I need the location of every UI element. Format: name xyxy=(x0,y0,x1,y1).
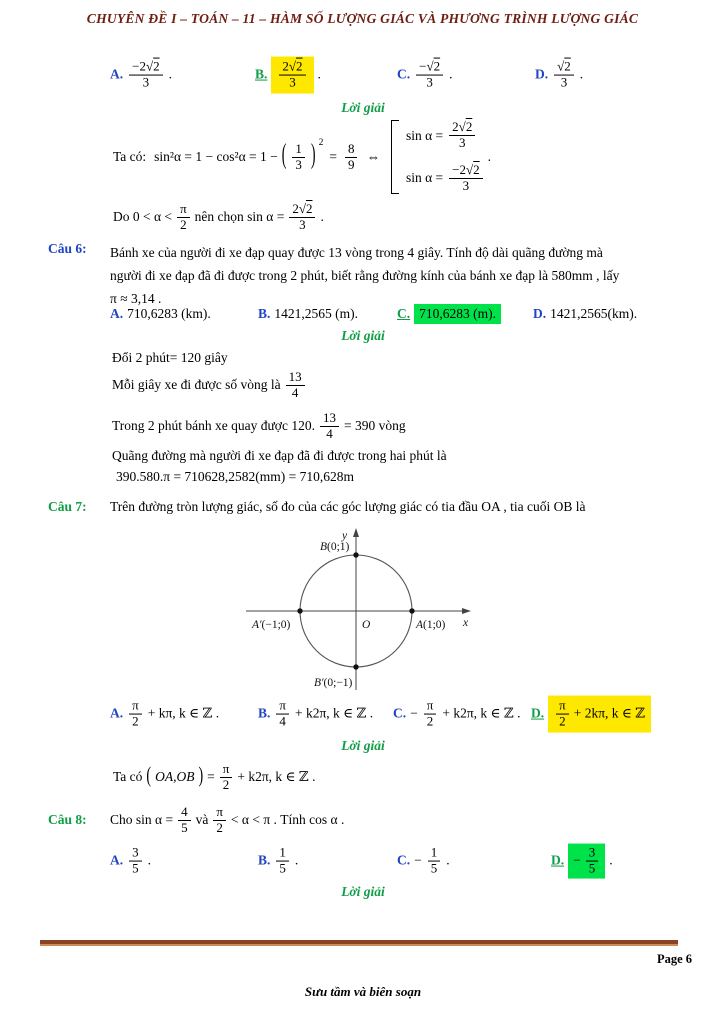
fraction: $\frac{3}{5}$ xyxy=(586,846,599,877)
x-axis-label: x xyxy=(463,617,469,629)
fraction: $\frac{\pi}{2}$ xyxy=(213,805,226,836)
q8-question-text: Cho sin α = $\frac{4}{5}$ và $\frac{\pi}{2}$ < α < π . Tính cos α . xyxy=(110,803,345,835)
sqrt-symbol: √ xyxy=(298,200,306,216)
fraction: $\frac{8}{9}$ xyxy=(345,142,358,173)
left-paren: ( xyxy=(146,764,152,789)
answer-highlight-green: − $\frac{3}{5}$ xyxy=(568,844,605,879)
label-A-prime: A′(−1;0) xyxy=(252,619,291,631)
q5-conclusion: Do 0 < α < $\frac{\pi}{2}$ nên chọn sin α = $\frac{2√2}{3}$ . xyxy=(113,200,324,232)
q7-option-a: A. $\frac{\pi}{2}$ + kπ, k ∈ ℤ . xyxy=(110,697,220,729)
q6-option-b: B. 1421,2565 (m). xyxy=(258,306,359,321)
unit-circle-figure xyxy=(226,526,476,696)
fraction: $\frac{4}{5}$ xyxy=(178,805,191,836)
sqrt-symbol: √ xyxy=(145,58,154,74)
page-title: CHUYÊN ĐỀ I – TOÁN – 11 – HÀM SỐ LƯỢNG GIÁC VÀ PHƯƠNG TRÌNH LƯỢNG GIÁC xyxy=(86,11,639,26)
q5-option-c: C. $\frac{-√2}{3}$ . xyxy=(397,58,453,90)
q5-solution-heading: Lời giải xyxy=(341,100,385,115)
fraction: $\frac{1}{5}$ xyxy=(428,846,441,877)
q6-solution-line-2: Mỗi giây xe đi được số vòng là $\frac{13}{4}$ xyxy=(112,366,307,404)
q6-solution-line-1: Đổi 2 phút= 120 giây xyxy=(112,350,228,365)
option-letter: D. xyxy=(535,67,549,82)
q5-option-b-correct: B. $\frac{2√2}{3}$ . xyxy=(255,57,321,94)
sqrt-symbol: √ xyxy=(557,58,565,74)
q7-option-c: C. − $\frac{\pi}{2}$ + k2π, k ∈ ℤ . xyxy=(393,697,521,729)
q7-question-text: Trên đường tròn lượng giác, số đo của các góc lượng giác có tia đầu OA , tia cuối OB là xyxy=(110,499,586,514)
answer-highlight-green: 710,6283 (m). xyxy=(414,304,501,324)
q6-options-row xyxy=(0,301,725,327)
sqrt-symbol: √ xyxy=(458,119,466,135)
fraction: $\frac{\pi}{2}$ xyxy=(556,699,569,730)
label-B-prime: B′(0;−1) xyxy=(314,677,353,689)
left-paren: ( xyxy=(281,140,287,172)
option-letter: A. xyxy=(110,706,124,721)
option-letter: B. xyxy=(255,67,268,82)
footer-note: Sưu tầm và biên soạn xyxy=(304,984,422,999)
sqrt-symbol: √ xyxy=(288,58,297,74)
right-paren: ) xyxy=(198,764,204,789)
q6-solution-heading: Lời giải xyxy=(341,328,385,343)
fraction: $\frac{13}{4}$ xyxy=(320,411,339,442)
q7-options-row xyxy=(0,692,725,736)
sqrt-symbol: √ xyxy=(466,162,474,177)
option-letter: A. xyxy=(110,67,124,82)
origin-label: O xyxy=(362,619,371,631)
option-letter: B. xyxy=(258,706,271,721)
fraction: $\frac{\pi}{2}$ xyxy=(129,699,142,730)
q5-option-d: D. $\frac{√2}{3}$ . xyxy=(535,58,584,90)
q8-option-d-correct: D. − $\frac{3}{5}$ . xyxy=(551,844,613,879)
q6-label: Câu 6: xyxy=(48,241,87,256)
fraction: $\frac{√2}{3}$ xyxy=(554,60,574,91)
page-number: Page 6 xyxy=(656,952,692,966)
q8-option-a: A. $\frac{3}{5}$ . xyxy=(110,844,151,876)
y-axis-label: y xyxy=(342,530,348,542)
y-axis-arrow xyxy=(353,528,359,537)
q8-solution-heading: Lời giải xyxy=(341,884,385,899)
case-2: sin α = $\frac{-2√2}{3}$ xyxy=(406,163,485,194)
q6-solution-line-4: Quãng đường mà người đi xe đạp đã đi được trong hai phút là xyxy=(112,448,447,463)
fraction: $\frac{-2√2}{3}$ xyxy=(449,163,482,194)
fraction: $\frac{\pi}{2}$ xyxy=(177,202,190,233)
left-square-bracket xyxy=(391,120,399,194)
option-letter: C. xyxy=(397,853,411,868)
option-letter: D. xyxy=(531,706,545,721)
q7-option-d-correct xyxy=(531,696,651,733)
option-letter: C. xyxy=(397,306,411,321)
case-1: sin α = $\frac{2√2}{3}$ xyxy=(406,120,485,151)
q8-label: Câu 8: xyxy=(48,812,87,827)
iff-symbol: ⇔ xyxy=(366,149,380,164)
fraction: $\frac{\pi}{2}$ xyxy=(220,762,233,793)
fraction: $\frac{\pi}{4}$ xyxy=(276,699,289,730)
option-letter: A. xyxy=(110,853,124,868)
fraction: $\frac{\pi}{2}$ xyxy=(424,699,437,730)
answer-highlight-yellow xyxy=(271,57,313,94)
fraction: $\frac{2√2}{3}$ xyxy=(449,120,475,151)
label-A: A(1;0) xyxy=(416,619,446,631)
equation-text: sin²α = 1 − cos²α = 1 − xyxy=(154,149,278,164)
point-B xyxy=(353,552,358,557)
fraction: $\frac{2√2}{3}$ xyxy=(289,202,315,233)
q6-question-text: Bánh xe của người đi xe đạp quay được 13 vòng trong 4 giây. Tính độ dài quãng đường mà người đi xe đạp đã đi được trong 2 phút, biết rằng đường kính của bánh xe đạp là 580mm , lấy π ≈ 3,14 . xyxy=(110,245,620,307)
fraction: $\frac{-√2}{3}$ xyxy=(416,60,443,91)
q6-solution-line-5: 390.580.π = 710628,2582(mm) = 710,628m xyxy=(116,469,355,484)
q8-option-c: C. − $\frac{1}{5}$ . xyxy=(397,844,450,876)
point-A-prime xyxy=(297,608,302,613)
text-run: Ta có: xyxy=(113,149,147,164)
q5-options-row xyxy=(0,52,725,98)
footer-rule xyxy=(40,940,678,946)
sqrt-symbol: √ xyxy=(426,58,434,74)
q7-solution-heading: Lời giải xyxy=(341,738,385,753)
answer-highlight-yellow: $\frac{\pi}{2}$ + 2kπ, k ∈ ℤ xyxy=(548,696,651,733)
point-B-prime xyxy=(353,664,358,669)
q8-option-b: B. $\frac{1}{5}$ . xyxy=(258,844,299,876)
fraction: $\frac{-2√2}{3}$ xyxy=(129,60,162,91)
option-letter: B. xyxy=(258,306,271,321)
q7-solution-line: Ta có ( OA,OB ) = $\frac{\pi}{2}$ + k2π, k ∈ ℤ . xyxy=(113,760,316,792)
q6-option-d: D. 1421,2565(km). xyxy=(533,306,638,321)
fraction: $\frac{13}{4}$ xyxy=(286,370,305,401)
q6-option-a: A. 710,6283 (km). xyxy=(110,306,211,321)
option-letter: D. xyxy=(551,853,565,868)
fraction: $\frac{1}{5}$ xyxy=(276,846,289,877)
q5-option-a: A. $\frac{-2√2}{3}$ . xyxy=(110,58,172,90)
q7-option-b: B. $\frac{\pi}{4}$ + k2π, k ∈ ℤ . xyxy=(258,697,374,729)
q6-option-c-correct xyxy=(397,304,501,324)
fraction: $\frac{3}{5}$ xyxy=(129,846,142,877)
option-letter: D. xyxy=(533,306,547,321)
right-paren: ) xyxy=(310,140,316,172)
point-A xyxy=(409,608,414,613)
option-letter: C. xyxy=(393,706,407,721)
fraction: $\frac{2√2}{3}$ xyxy=(279,60,305,91)
cases-bracket-group xyxy=(391,120,485,194)
q6-solution-line-3: Trong 2 phút bánh xe quay được 120. $\frac{13}{4}$ = 390 vòng xyxy=(112,409,406,441)
q7-label: Câu 7: xyxy=(48,499,87,514)
option-letter: A. xyxy=(110,306,124,321)
x-axis-arrow xyxy=(462,608,471,614)
q5-solution-equation: Ta có: sin²α = 1 − cos²α = 1 − ( $\frac{1}{3}$ ) 2 = $\frac{8}{9}$ ⇔ sin α = $\frac{2√2}{3}$ sin α = $\frac{-2√2}{3}$ . xyxy=(113,119,492,193)
option-letter: B. xyxy=(258,853,271,868)
q8-options-row xyxy=(0,838,725,884)
exponent: 2 xyxy=(318,138,324,148)
option-letter: C. xyxy=(397,67,411,82)
label-B: B(0;1) xyxy=(320,541,350,553)
fraction: $\frac{1}{3}$ xyxy=(292,142,305,173)
